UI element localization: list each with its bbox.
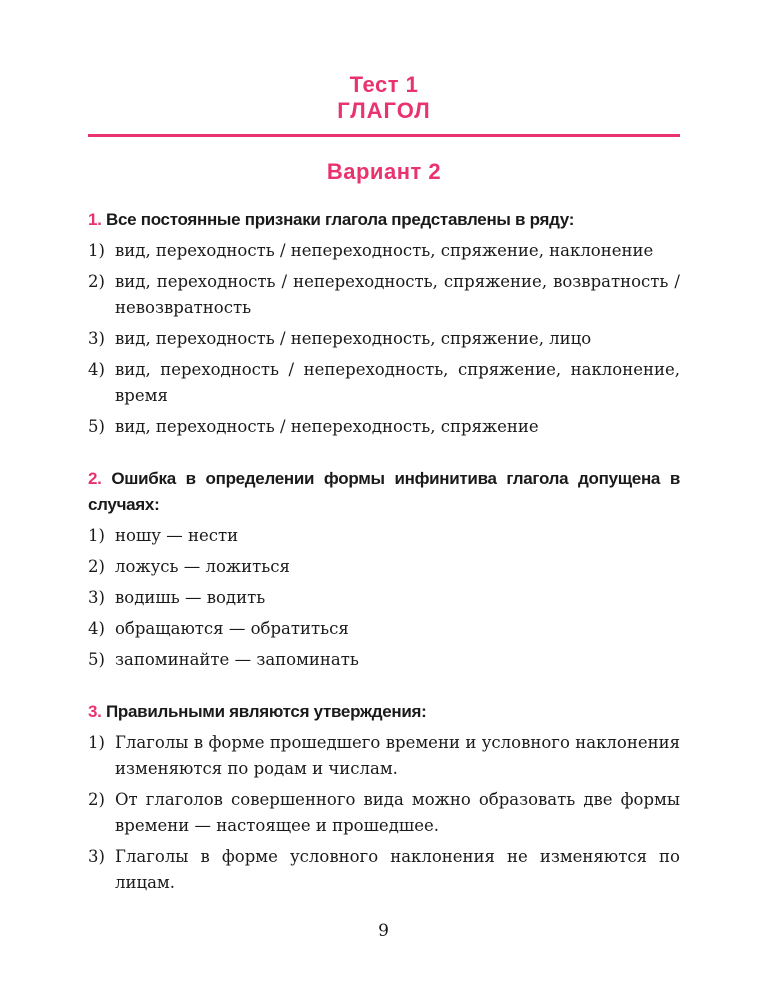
answer-option (88, 844, 680, 896)
answer-option (88, 585, 680, 611)
option-text: ношу — нести (115, 526, 239, 545)
option-number: 1) (88, 733, 105, 752)
option-text: вид, переходность / непереходность, спряжение, лицо (115, 329, 592, 348)
option-text: Глаголы в форме прошедшего времени и условного наклонения изменяются по родам и числам. (115, 733, 680, 778)
answer-option (88, 647, 680, 673)
option-text: ложусь — ложиться (115, 557, 290, 576)
option-text: запоминайте — запоминать (115, 650, 359, 669)
test-title: Тест 1 (349, 72, 419, 97)
question-text: Все постоянные признаки глагола представлены в ряду: (106, 210, 575, 229)
page-number: 9 (378, 921, 389, 941)
question-2 (88, 466, 680, 673)
question-prompt (88, 207, 680, 233)
option-text: водишь — водить (115, 588, 266, 607)
option-text: вид, переходность / непереходность, спряжение, наклонение (115, 241, 654, 260)
option-number: 5) (88, 650, 105, 669)
question-prompt (88, 466, 680, 518)
option-text: Глаголы в форме условного наклонения не изменяются по лицам. (115, 847, 680, 892)
test-topic: ГЛАГОЛ (337, 98, 431, 123)
option-number: 4) (88, 360, 105, 379)
option-text: От глаголов совершенного вида можно образовать две формы времени — настоящее и прошедшее. (115, 790, 680, 835)
question-prompt (88, 699, 680, 725)
option-number: 2) (88, 790, 105, 809)
option-number: 3) (88, 588, 105, 607)
answer-option (88, 616, 680, 642)
question-1 (88, 207, 680, 440)
question-text: Ошибка в определении формы инфинитива глагола допущена в случаях: (88, 469, 680, 514)
answer-option (88, 787, 680, 839)
answer-option (88, 357, 680, 409)
test-header (88, 72, 680, 124)
question-3 (88, 699, 680, 896)
option-text: вид, переходность / непереходность, спряжение, наклонение, время (115, 360, 680, 405)
option-number: 3) (88, 329, 105, 348)
answer-option (88, 730, 680, 782)
option-number: 2) (88, 557, 105, 576)
question-number: 2. (88, 469, 102, 488)
option-text: вид, переходность / непереходность, спряжение (115, 417, 539, 436)
question-number: 1. (88, 210, 102, 229)
variant-title: Вариант 2 (326, 159, 442, 184)
answer-option (88, 554, 680, 580)
answer-option (88, 326, 680, 352)
page-content (88, 72, 680, 896)
question-text: Правильными являются утверждения: (106, 702, 427, 721)
answer-option (88, 238, 680, 264)
answer-option (88, 269, 680, 321)
option-number: 2) (88, 272, 105, 291)
option-number: 4) (88, 619, 105, 638)
answer-option (88, 523, 680, 549)
option-number: 3) (88, 847, 105, 866)
option-text: обращаются — обратиться (115, 619, 349, 638)
option-number: 1) (88, 526, 105, 545)
option-number: 5) (88, 417, 105, 436)
header-divider (88, 134, 680, 137)
answer-option (88, 414, 680, 440)
option-text: вид, переходность / непереходность, спряжение, возвратность / невозвратность (115, 272, 680, 317)
option-number: 1) (88, 241, 105, 260)
question-number: 3. (88, 702, 102, 721)
